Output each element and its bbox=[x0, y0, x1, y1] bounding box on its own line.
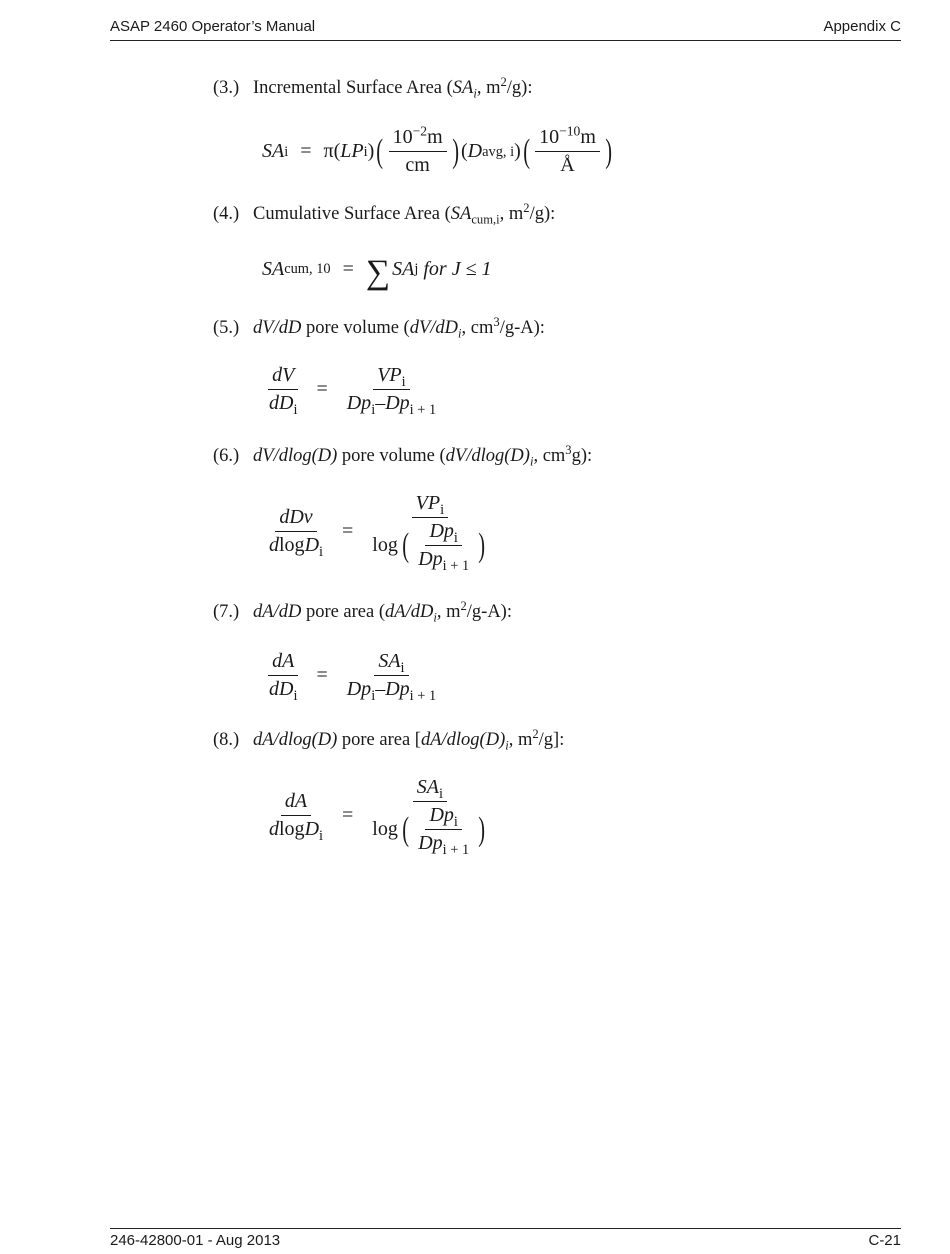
item-label-3: (3.) Incremental Surface Area ($SA_i$, $m^2/g$): bbox=[213, 74, 533, 101]
formula-da-dd: $\frac{dA}{dD_i}$ = $\frac{SA_i}{Dp_i-Dp_{i + 1}}$ bbox=[262, 650, 443, 701]
header-section: Appendix C bbox=[823, 18, 901, 35]
item-label-6: (6.) dV/dlog(D) pore volume ($dV/dlog(D)_i$, $cm^3g$): bbox=[213, 442, 593, 469]
item-label-7: (7.) dA/dD pore area ($dA/dD_i$, $m^2/g-A$): bbox=[213, 598, 512, 625]
formula-dv-dd: $\frac{dV}{dD_i}$ = $\frac{VP_i}{Dp_i-Dp_{i + 1}}$ bbox=[262, 364, 443, 415]
fraction: $\frac{10^{-2}m}{cm}$ bbox=[389, 126, 447, 177]
fraction: $\frac{dA}{dlogD_i}$ bbox=[269, 790, 324, 844]
fraction: $\frac{10^{-10}m}{Å}$ bbox=[535, 126, 600, 177]
fraction: $\frac{VP_i}{Dp_i-Dp_{i + 1}}$ bbox=[346, 364, 437, 418]
fraction: $\frac{SA_i}{Dp_i-Dp_{i + 1}}$ bbox=[346, 650, 437, 704]
formula-da-dlogd: $\frac{dA}{dlogD_i}$ = $SA_i$ log ( $\frac{Dp_i}{Dp_{i + 1}}$ ) bbox=[262, 776, 494, 855]
fraction: $\frac{dA}{dD_i}$ bbox=[269, 650, 298, 704]
header-title: ASAP 2460 Operator’s Manual bbox=[110, 18, 316, 35]
fraction: $\frac{dV}{dD_i}$ bbox=[269, 364, 298, 418]
item-label-8: (8.) dA/dlog(D) pore area [$dA/dlog(D)_i$, $m^2/g$]: bbox=[213, 726, 565, 753]
formula-incremental-surface-area: SA i = π ( LP i ) ( $\frac{10^{-2}m}{cm}$ ) ( D avg, i ) ( $\frac{10^{-10}m}{Å}$ ) bbox=[262, 123, 612, 176]
formula-cumulative-surface-area: SA cum, 10 = ∑ SA j for J ≤ 1 bbox=[262, 254, 492, 291]
item-label-4: (4.) Cumulative Surface Area ($SA_{cum,i}$, $m^2/g$): bbox=[213, 200, 556, 227]
page-header bbox=[110, 18, 901, 41]
fraction: $\frac{\text{dDv}}{dlogD_i}$ bbox=[269, 506, 324, 560]
fraction: $VP_i$ log ( $\frac{Dp_i}{Dp_{i + 1}}$ ) bbox=[372, 492, 486, 574]
fraction: $\frac{Dp_i}{Dp_{i + 1}}$ bbox=[418, 520, 470, 574]
fraction: $SA_i$ log ( $\frac{Dp_i}{Dp_{i + 1}}$ ) bbox=[372, 776, 486, 858]
page-footer bbox=[110, 1228, 901, 1249]
item-label-5: (5.) dV/dD pore volume ($dV/dD_i$, $cm^3/g-A$): bbox=[213, 314, 545, 341]
fraction: $\frac{Dp_i}{Dp_{i + 1}}$ bbox=[418, 804, 470, 858]
footer-doc-number: 246-42800-01 - Aug 2013 bbox=[110, 1232, 281, 1249]
formula-dv-dlogd: $\frac{\text{dDv}}{dlogD_i}$ = $VP_i$ log ( $\frac{Dp_i}{Dp_{i + 1}}$ ) bbox=[262, 492, 494, 571]
page-number: C-21 bbox=[868, 1232, 901, 1249]
